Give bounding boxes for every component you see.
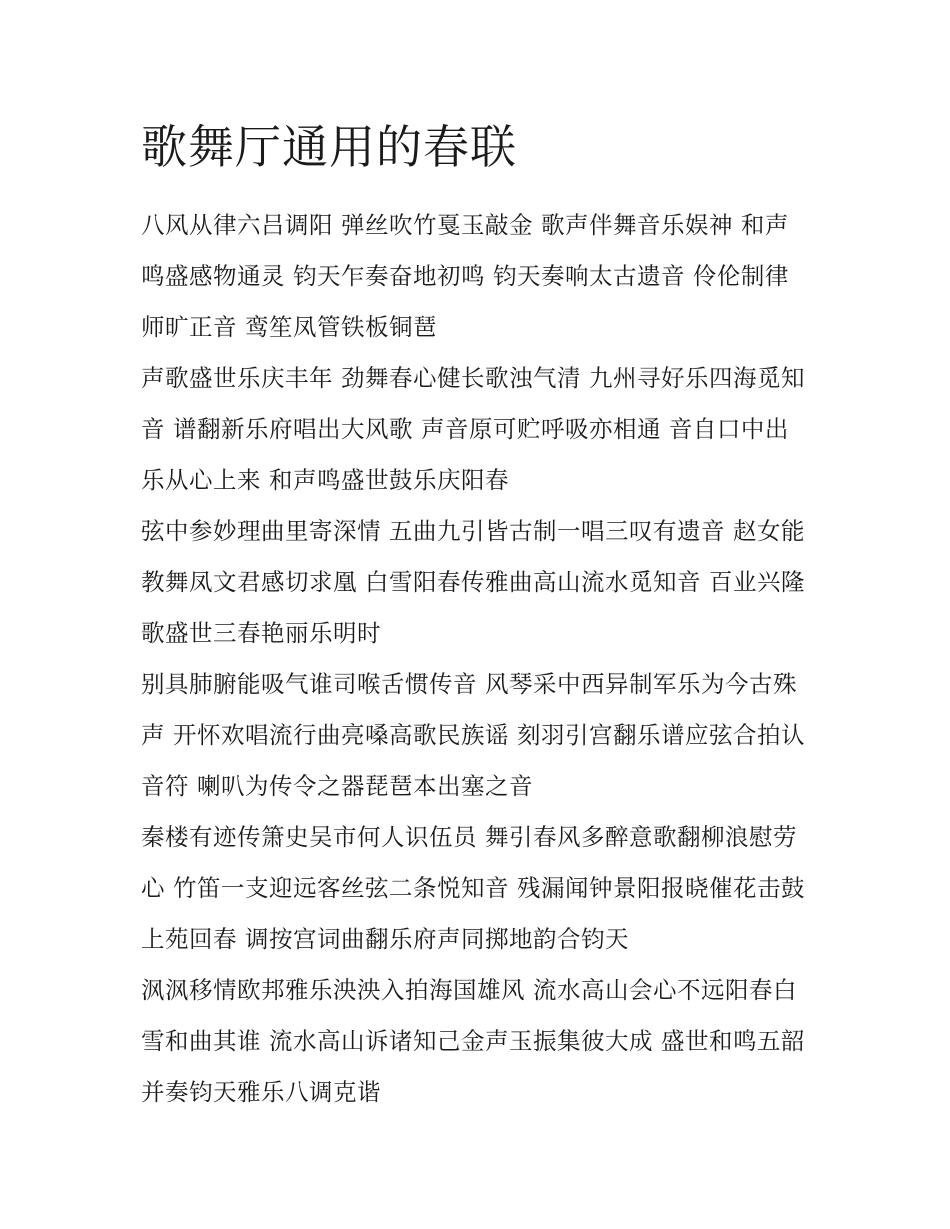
paragraph-6: 沨沨移情欧邦雅乐泱泱入拍海国雄风 流水高山会心不远阳春白雪和曲其谁 流水高山诉诸知己金声玉振集彼大成 盛世和鸣五韶并奏钧天雅乐八调克谐 (141, 976, 805, 1106)
document-page (141, 112, 811, 1118)
paragraph-5: 秦楼有迹传箫史吴市何人识伍员 舞引春风多醉意歌翻柳浪慰劳心 竹笛一支迎远客丝弦二条悦知音 残漏闻钟景阳报晓催花击鼓上苑回春 调按宫词曲翻乐府声同掷地韵合钧天 (141, 823, 805, 953)
paragraph-3: 弦中参妙理曲里寄深情 五曲九引皆古制一唱三叹有遗音 赵女能教舞凤文君感切求凰 白雪阳春传雅曲高山流水觅知音 百业兴隆歌盛世三春艳丽乐明时 (141, 517, 805, 647)
page-title: 歌舞厅通用的春联 (141, 120, 517, 174)
paragraph-1: 八风从律六吕调阳 弹丝吹竹戛玉敲金 歌声伴舞音乐娱神 和声鸣盛感物通灵 钧天乍奏奋地初鸣 钧天奏响太古遗音 伶伦制律师旷正音 鸾笙凤管铁板铜琶 (141, 211, 789, 341)
paragraph-2: 声歌盛世乐庆丰年 劲舞春心健长歌浊气清 九州寻好乐四海觅知音 谱翻新乐府唱出大风歌 声音原可贮呼吸亦相通 音自口中出乐从心上来 和声鸣盛世鼓乐庆阳春 (141, 364, 805, 494)
paragraph-4: 别具肺腑能吸气谁司喉舌惯传音 风琴采中西异制军乐为今古殊声 开怀欢唱流行曲亮嗓高歌民族谣 刻羽引宫翻乐谱应弦合拍认音符 喇叭为传令之器琵琶本出塞之音 (141, 670, 805, 800)
